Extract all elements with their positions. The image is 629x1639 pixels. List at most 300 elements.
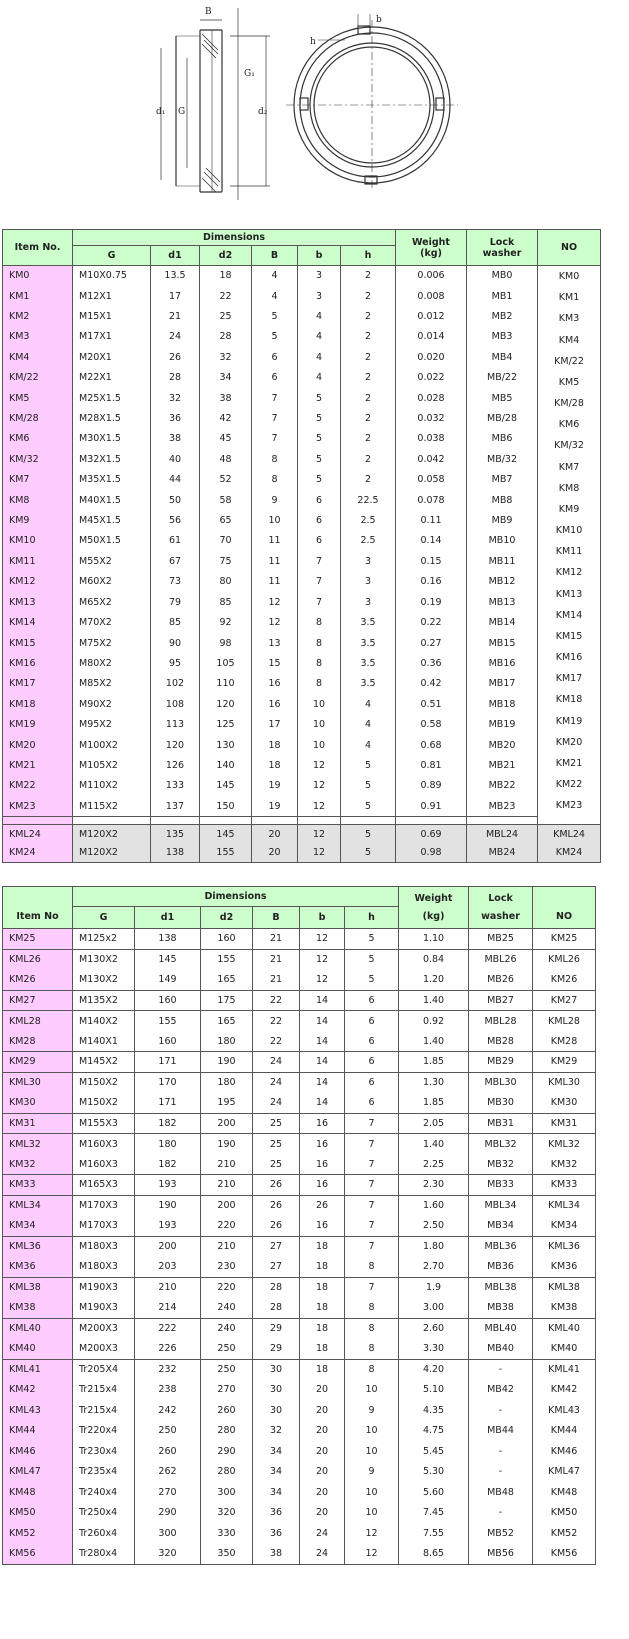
table-cell: 2 bbox=[341, 408, 396, 428]
table-cell: 7 bbox=[298, 572, 341, 592]
table-cell: KML30 bbox=[533, 1072, 596, 1093]
table-cell: 0.006 bbox=[396, 266, 467, 286]
table-row bbox=[3, 1154, 596, 1175]
table-cell: 3.5 bbox=[341, 674, 396, 694]
no-column bbox=[538, 266, 601, 817]
table-cell: 290 bbox=[135, 1503, 201, 1524]
table-cell: 210 bbox=[135, 1277, 201, 1298]
table-row bbox=[3, 755, 601, 775]
table-cell: 80 bbox=[200, 572, 252, 592]
table-cell: M20X1 bbox=[73, 347, 151, 367]
table-cell: M50X1.5 bbox=[73, 531, 151, 551]
table-cell: M70X2 bbox=[73, 612, 151, 632]
table-cell: 5 bbox=[341, 755, 396, 775]
table-cell: 8 bbox=[345, 1318, 399, 1339]
table-cell: 20 bbox=[252, 843, 298, 862]
table-cell: 190 bbox=[201, 1134, 253, 1155]
table-row bbox=[3, 1052, 596, 1073]
table-cell: M170X3 bbox=[73, 1195, 135, 1216]
table-cell: - bbox=[469, 1441, 533, 1462]
header-d1: d1 bbox=[151, 246, 200, 266]
table-cell: 5 bbox=[298, 449, 341, 469]
table-cell: 21 bbox=[253, 949, 300, 970]
table-cell: 3.5 bbox=[341, 633, 396, 653]
table-cell: 20 bbox=[300, 1380, 345, 1401]
table-cell: KML40 bbox=[533, 1318, 596, 1339]
table-cell: 16 bbox=[252, 674, 298, 694]
table-cell: KM26 bbox=[533, 970, 596, 991]
table-cell: 120 bbox=[200, 694, 252, 714]
table-cell: MBL38 bbox=[469, 1277, 533, 1298]
table-cell: 138 bbox=[135, 929, 201, 950]
table-cell: 1.85 bbox=[399, 1093, 469, 1114]
table-row bbox=[3, 1011, 596, 1032]
table-row bbox=[3, 929, 596, 950]
table-row bbox=[3, 408, 601, 428]
table-cell: 155 bbox=[201, 949, 253, 970]
table-row bbox=[3, 327, 601, 347]
table-cell: 5 bbox=[298, 408, 341, 428]
table-cell: KM42 bbox=[533, 1380, 596, 1401]
table-row bbox=[3, 490, 601, 510]
item-no-cell: KM15 bbox=[3, 633, 73, 653]
table-cell: 290 bbox=[201, 1441, 253, 1462]
table-cell: 137 bbox=[151, 796, 200, 816]
table-row bbox=[3, 470, 601, 490]
table-cell: 5 bbox=[252, 306, 298, 326]
table-cell: 85 bbox=[200, 592, 252, 612]
table-row bbox=[3, 510, 601, 530]
table-cell: 14 bbox=[300, 1031, 345, 1052]
item-no-cell: KM17 bbox=[3, 674, 73, 694]
table-cell: 38 bbox=[151, 429, 200, 449]
table-cell: MB20 bbox=[467, 735, 538, 755]
table-cell: KML28 bbox=[533, 1011, 596, 1032]
table-cell: 1.80 bbox=[399, 1236, 469, 1257]
table-cell: 16 bbox=[300, 1113, 345, 1134]
table-cell: 160 bbox=[201, 929, 253, 950]
table-cell: MBL40 bbox=[469, 1318, 533, 1339]
table-cell: 8.65 bbox=[399, 1544, 469, 1565]
table-cell: 300 bbox=[135, 1523, 201, 1544]
table-cell: 6 bbox=[345, 990, 399, 1011]
item-no-cell: KM38 bbox=[3, 1298, 73, 1319]
label-h: h bbox=[310, 37, 316, 47]
table-cell: 180 bbox=[135, 1134, 201, 1155]
table-cell: MB42 bbox=[469, 1380, 533, 1401]
no-value: KM14 bbox=[555, 609, 583, 621]
no-value: KM5 bbox=[558, 376, 580, 388]
table-cell: 0.078 bbox=[396, 490, 467, 510]
header-dimensions: Dimensions bbox=[73, 230, 396, 246]
header-d2: d2 bbox=[200, 246, 252, 266]
table-cell: KML38 bbox=[533, 1277, 596, 1298]
table-cell: KM50 bbox=[533, 1503, 596, 1524]
header-d2: d2 bbox=[201, 907, 253, 929]
table-cell: 12 bbox=[345, 1523, 399, 1544]
table-cell: Tr205X4 bbox=[73, 1359, 135, 1380]
km-nut-table-2 bbox=[2, 886, 596, 1565]
table-cell: 300 bbox=[201, 1482, 253, 1503]
table-cell: 2 bbox=[341, 347, 396, 367]
table-cell: 250 bbox=[135, 1421, 201, 1442]
table-cell: 6 bbox=[298, 490, 341, 510]
table-cell: 2 bbox=[341, 449, 396, 469]
table-cell: M130X2 bbox=[73, 949, 135, 970]
table-cell: MB7 bbox=[467, 470, 538, 490]
header-dimensions: Dimensions bbox=[73, 887, 399, 907]
table-cell: 19 bbox=[252, 776, 298, 796]
table-cell: KM28 bbox=[533, 1031, 596, 1052]
table-cell: 165 bbox=[201, 970, 253, 991]
table-cell: 30 bbox=[253, 1359, 300, 1380]
table-cell: 238 bbox=[135, 1380, 201, 1401]
table-cell: KML34 bbox=[533, 1195, 596, 1216]
table-cell: 200 bbox=[201, 1195, 253, 1216]
table-cell: 12 bbox=[300, 929, 345, 950]
table-cell: 26 bbox=[253, 1195, 300, 1216]
table-cell: 24 bbox=[151, 327, 200, 347]
table-cell: MB22 bbox=[467, 776, 538, 796]
item-no-cell: KM19 bbox=[3, 714, 73, 734]
table-cell: 105 bbox=[200, 653, 252, 673]
table-row bbox=[3, 1175, 596, 1196]
table-cell: 8 bbox=[345, 1257, 399, 1278]
table-cell: 7 bbox=[345, 1216, 399, 1237]
table-cell: 21 bbox=[151, 306, 200, 326]
table-cell: 193 bbox=[135, 1216, 201, 1237]
table-cell: 14 bbox=[300, 1052, 345, 1073]
table-cell: 67 bbox=[151, 551, 200, 571]
table-cell: M45X1.5 bbox=[73, 510, 151, 530]
table-cell: 7 bbox=[345, 1195, 399, 1216]
header-item-no: Item No. bbox=[3, 230, 73, 266]
table-cell: 4.75 bbox=[399, 1421, 469, 1442]
table-cell: - bbox=[469, 1359, 533, 1380]
table-cell: 180 bbox=[201, 1072, 253, 1093]
table-cell: 38 bbox=[200, 388, 252, 408]
table-row bbox=[3, 592, 601, 612]
no-value: KM0 bbox=[558, 271, 580, 282]
table-row bbox=[3, 714, 601, 734]
no-value: KM8 bbox=[558, 482, 580, 494]
item-no-cell: KML30 bbox=[3, 1072, 73, 1093]
table-cell: 270 bbox=[135, 1482, 201, 1503]
table-cell: 10 bbox=[345, 1421, 399, 1442]
table-cell: 222 bbox=[135, 1318, 201, 1339]
table-cell: 7.45 bbox=[399, 1503, 469, 1524]
table-cell: MB27 bbox=[469, 990, 533, 1011]
table-row bbox=[3, 824, 601, 843]
table-cell: 5 bbox=[345, 970, 399, 991]
table-cell: 36 bbox=[151, 408, 200, 428]
item-no-cell: KM30 bbox=[3, 1093, 73, 1114]
table-cell: KM44 bbox=[533, 1421, 596, 1442]
item-no-cell: KML36 bbox=[3, 1236, 73, 1257]
table-row bbox=[3, 1195, 596, 1216]
table-cell: 20 bbox=[300, 1462, 345, 1483]
table-cell: MB5 bbox=[467, 388, 538, 408]
header-d1: d1 bbox=[135, 907, 201, 929]
table-cell: 250 bbox=[201, 1339, 253, 1360]
table-row bbox=[3, 1359, 596, 1380]
no-value: KM17 bbox=[555, 673, 583, 685]
no-value: KM/32 bbox=[554, 440, 584, 452]
table-cell: 4 bbox=[298, 306, 341, 326]
table-cell: 3 bbox=[341, 592, 396, 612]
table-cell: 8 bbox=[345, 1339, 399, 1360]
table-cell: 149 bbox=[135, 970, 201, 991]
table-row bbox=[3, 368, 601, 388]
table-cell: 240 bbox=[201, 1298, 253, 1319]
table-cell: 190 bbox=[201, 1052, 253, 1073]
label-b: b bbox=[376, 15, 382, 25]
table-cell: 270 bbox=[201, 1380, 253, 1401]
table-cell: 120 bbox=[151, 735, 200, 755]
table-cell: 8 bbox=[298, 674, 341, 694]
table-cell: 2.05 bbox=[399, 1113, 469, 1134]
table-cell: 10 bbox=[298, 735, 341, 755]
table-cell: 25 bbox=[200, 306, 252, 326]
table-cell: Tr215x4 bbox=[73, 1400, 135, 1421]
table-cell: M140X1 bbox=[73, 1031, 135, 1052]
table-cell: 0.14 bbox=[396, 531, 467, 551]
label-d2: d₂ bbox=[258, 107, 268, 117]
table-cell: 40 bbox=[151, 449, 200, 469]
table-cell: 5.30 bbox=[399, 1462, 469, 1483]
table-cell: 125 bbox=[200, 714, 252, 734]
item-no-cell: KM29 bbox=[3, 1052, 73, 1073]
item-no-cell: KML28 bbox=[3, 1011, 73, 1032]
label-B: B bbox=[205, 7, 212, 17]
table-cell: M65X2 bbox=[73, 592, 151, 612]
table-cell: 4 bbox=[341, 714, 396, 734]
table-cell: Tr260x4 bbox=[73, 1523, 135, 1544]
table-cell: 6 bbox=[345, 1011, 399, 1032]
item-no-cell: KM31 bbox=[3, 1113, 73, 1134]
table-cell: 230 bbox=[201, 1257, 253, 1278]
table-cell: 0.16 bbox=[396, 572, 467, 592]
no-value: KM19 bbox=[555, 715, 583, 727]
table-cell: KM30 bbox=[533, 1093, 596, 1114]
table-cell: M85X2 bbox=[73, 674, 151, 694]
header-h: h bbox=[345, 907, 399, 929]
table-cell: 36 bbox=[253, 1523, 300, 1544]
table-cell: 2 bbox=[341, 266, 396, 286]
table-cell: MB4 bbox=[467, 347, 538, 367]
table-cell: 6 bbox=[252, 368, 298, 388]
table-cell: 7 bbox=[345, 1277, 399, 1298]
no-value: KM/22 bbox=[554, 355, 584, 367]
table-cell: KM56 bbox=[533, 1544, 596, 1565]
table-cell: 18 bbox=[300, 1257, 345, 1278]
table-cell: 6 bbox=[298, 510, 341, 530]
table-cell: 190 bbox=[135, 1195, 201, 1216]
table-cell: 12 bbox=[252, 592, 298, 612]
no-value: KM18 bbox=[555, 694, 583, 706]
table-cell: M180X3 bbox=[73, 1257, 135, 1278]
table-cell: 3 bbox=[341, 551, 396, 571]
item-no-cell: KM/28 bbox=[3, 408, 73, 428]
table-row bbox=[3, 1339, 596, 1360]
table-cell: 21 bbox=[253, 970, 300, 991]
table-cell: M75X2 bbox=[73, 633, 151, 653]
table-cell: 5 bbox=[345, 929, 399, 950]
table-cell: 11 bbox=[252, 551, 298, 571]
table-cell: 10 bbox=[345, 1482, 399, 1503]
item-no-cell: KM48 bbox=[3, 1482, 73, 1503]
table-cell: MBL34 bbox=[469, 1195, 533, 1216]
table-cell: MB24 bbox=[467, 843, 538, 862]
table-cell: 2 bbox=[341, 470, 396, 490]
table-cell: 34 bbox=[200, 368, 252, 388]
table-cell: MB12 bbox=[467, 572, 538, 592]
no-value: KM3 bbox=[558, 313, 580, 325]
table-cell: 160 bbox=[135, 990, 201, 1011]
table-cell: 27 bbox=[253, 1236, 300, 1257]
table-cell: 5 bbox=[341, 796, 396, 816]
table-cell: 0.58 bbox=[396, 714, 467, 734]
item-no-cell: KM21 bbox=[3, 755, 73, 775]
table-cell: 18 bbox=[300, 1318, 345, 1339]
table-cell: 25 bbox=[253, 1113, 300, 1134]
table-cell: 16 bbox=[300, 1175, 345, 1196]
table-cell: 44 bbox=[151, 470, 200, 490]
table-cell: 6 bbox=[298, 531, 341, 551]
table-cell: M60X2 bbox=[73, 572, 151, 592]
table-cell: 175 bbox=[201, 990, 253, 1011]
table-cell: 0.69 bbox=[396, 824, 467, 843]
table-cell: 0.22 bbox=[396, 612, 467, 632]
item-no-cell: KM4 bbox=[3, 347, 73, 367]
table-cell: MB1 bbox=[467, 286, 538, 306]
table-cell: 9 bbox=[252, 490, 298, 510]
table-cell: M160X3 bbox=[73, 1134, 135, 1155]
table-cell: MB18 bbox=[467, 694, 538, 714]
item-no-cell: KM40 bbox=[3, 1339, 73, 1360]
header-B: B bbox=[252, 246, 298, 266]
table-cell: MB30 bbox=[469, 1093, 533, 1114]
table-cell: 22.5 bbox=[341, 490, 396, 510]
item-no-cell: KM44 bbox=[3, 1421, 73, 1442]
table-cell: 171 bbox=[135, 1093, 201, 1114]
table-row bbox=[3, 1031, 596, 1052]
table-cell: 5.10 bbox=[399, 1380, 469, 1401]
item-no-cell: KML38 bbox=[3, 1277, 73, 1298]
table-cell: 11 bbox=[252, 572, 298, 592]
table-cell: 12 bbox=[298, 824, 341, 843]
table-cell: 17 bbox=[151, 286, 200, 306]
table-cell: 14 bbox=[300, 1093, 345, 1114]
table-cell: M40X1.5 bbox=[73, 490, 151, 510]
table-cell: 4 bbox=[252, 286, 298, 306]
table-cell: KM31 bbox=[533, 1113, 596, 1134]
table-row bbox=[3, 990, 596, 1011]
table-row bbox=[3, 1113, 596, 1134]
table-cell: 0.19 bbox=[396, 592, 467, 612]
table-cell: 145 bbox=[200, 824, 252, 843]
table-cell: 13.5 bbox=[151, 266, 200, 286]
table-cell: 2 bbox=[341, 388, 396, 408]
table-cell: 280 bbox=[201, 1421, 253, 1442]
item-no-cell: KM36 bbox=[3, 1257, 73, 1278]
label-G: G bbox=[178, 107, 186, 117]
item-no-cell: KM52 bbox=[3, 1523, 73, 1544]
table-cell: 350 bbox=[201, 1544, 253, 1565]
table-cell: 34 bbox=[253, 1482, 300, 1503]
table-cell: 4.20 bbox=[399, 1359, 469, 1380]
table-cell: MBL30 bbox=[469, 1072, 533, 1093]
table-cell: KM25 bbox=[533, 929, 596, 950]
table-cell: M55X2 bbox=[73, 551, 151, 571]
table-cell: MB36 bbox=[469, 1257, 533, 1278]
table-cell: 2.5 bbox=[341, 531, 396, 551]
table-cell: 3.00 bbox=[399, 1298, 469, 1319]
table-row bbox=[3, 1441, 596, 1462]
table-cell: 160 bbox=[135, 1031, 201, 1052]
table-row bbox=[3, 531, 601, 551]
item-no-cell: KM12 bbox=[3, 572, 73, 592]
table-cell: 1.40 bbox=[399, 1134, 469, 1155]
item-no-cell: KM7 bbox=[3, 470, 73, 490]
table-cell: 1.60 bbox=[399, 1195, 469, 1216]
table-cell: 18 bbox=[300, 1339, 345, 1360]
table-cell: 25 bbox=[253, 1134, 300, 1155]
table-cell: 155 bbox=[200, 843, 252, 862]
table-cell: 30 bbox=[253, 1380, 300, 1401]
table-cell: KML24 bbox=[538, 824, 601, 843]
table-cell: MB10 bbox=[467, 531, 538, 551]
table-cell: 0.032 bbox=[396, 408, 467, 428]
no-value: KM4 bbox=[558, 334, 580, 346]
table-cell: M12X1 bbox=[73, 286, 151, 306]
table-cell: 7 bbox=[345, 1113, 399, 1134]
table-row bbox=[3, 796, 601, 816]
table-cell: 12 bbox=[300, 949, 345, 970]
table-row bbox=[3, 1544, 596, 1565]
table-cell: 16 bbox=[252, 694, 298, 714]
table-cell: 10 bbox=[345, 1503, 399, 1524]
table-cell: 18 bbox=[300, 1359, 345, 1380]
table-cell: M165X3 bbox=[73, 1175, 135, 1196]
table-cell: MB40 bbox=[469, 1339, 533, 1360]
table-cell: 85 bbox=[151, 612, 200, 632]
table-cell: 242 bbox=[135, 1400, 201, 1421]
table-cell: 210 bbox=[201, 1236, 253, 1257]
table-cell: M22X1 bbox=[73, 368, 151, 388]
table-cell: 18 bbox=[300, 1277, 345, 1298]
table-cell: 12 bbox=[298, 776, 341, 796]
header-no: NO bbox=[533, 887, 596, 929]
table-cell: 61 bbox=[151, 531, 200, 551]
table-cell: 38 bbox=[253, 1544, 300, 1565]
table-cell: KML43 bbox=[533, 1400, 596, 1421]
item-no-cell: KM8 bbox=[3, 490, 73, 510]
table-cell: 0.014 bbox=[396, 327, 467, 347]
table-cell: 10 bbox=[298, 714, 341, 734]
table-cell: KM33 bbox=[533, 1175, 596, 1196]
table-cell: 0.058 bbox=[396, 470, 467, 490]
table-cell: 0.42 bbox=[396, 674, 467, 694]
table-cell: 98 bbox=[200, 633, 252, 653]
item-no-cell: KM22 bbox=[3, 776, 73, 796]
header-G: G bbox=[73, 907, 135, 929]
table-cell: 20 bbox=[300, 1400, 345, 1421]
table-row bbox=[3, 551, 601, 571]
table-cell: MB/28 bbox=[467, 408, 538, 428]
item-no-cell: KM56 bbox=[3, 1544, 73, 1565]
table-cell: M155X3 bbox=[73, 1113, 135, 1134]
